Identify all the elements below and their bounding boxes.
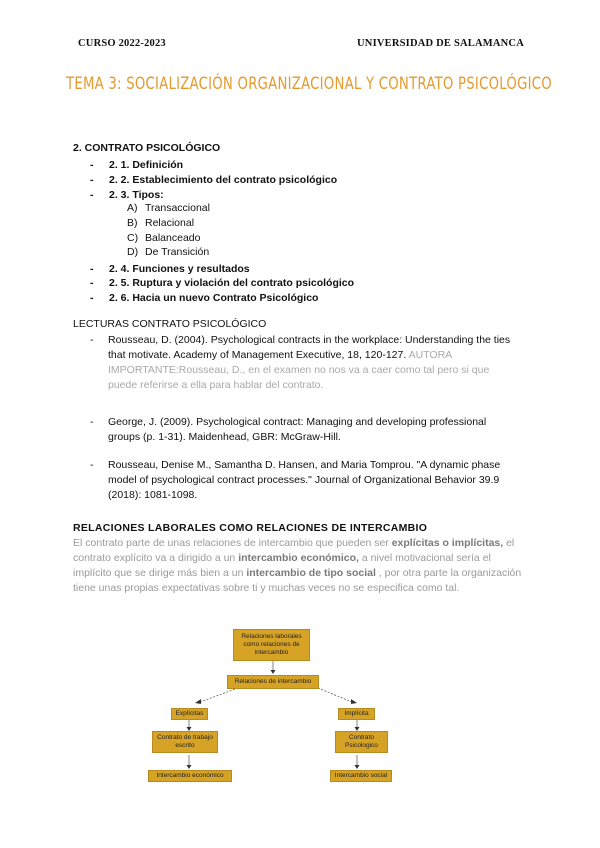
diagram-implicit-box: Implícita <box>338 708 375 720</box>
university-label: UNIVERSIDAD DE SALAMANCA <box>357 38 524 49</box>
reference-item: - George, J. (2009). Psychological contract: Managing and developing professional groups (p. 1-31). Maidenhead, GBR: McGraw-Hill. <box>90 416 487 443</box>
diagram-explicit-box: Explícitas <box>171 708 208 720</box>
toc-item: - 2. 6. Hacia un nuevo Contrato Psicológico <box>90 292 319 305</box>
readings-heading: LECTURAS CONTRATO PSICOLÓGICO <box>73 318 267 330</box>
diagram-middle-box: Relaciones de intercambio <box>227 675 319 689</box>
type-item: A) Transaccional <box>127 202 210 214</box>
type-item: B) Relacional <box>127 216 195 229</box>
section-heading-contract: 2. CONTRATO PSICOLÓGICO <box>73 142 221 154</box>
diagram-root-box: Relaciones laborales como relaciones de intercambio <box>233 629 310 661</box>
toc-item: - 2. 2. Establecimiento del contrato psicológico <box>90 173 338 186</box>
course-label: CURSO 2022-2023 <box>78 38 166 49</box>
toc-item: - 2. 1. Definición <box>90 159 184 171</box>
exchange-paragraph: El contrato parte de unas relaciones de intercambio que pueden ser explícitas o implícitas, el contrato explícito va a dirigido a un intercambio económico, a nivel motivacional sería el implícito que se dirige más bien a un intercambio de tipo social , por otra parte la organización tiene unas propias expectativas sobre ti y muchas veces no se especifica como tal. <box>73 537 522 594</box>
diagram-psych-contract-box: Contrato Psicologico <box>335 731 388 753</box>
types-list <box>127 201 210 260</box>
reference-item: - Rousseau, Denise M., Samantha D. Hansen, and Maria Tomprou. "A dynamic phase model of psychological contract processes." Journal of Organizational Behavior 39.9 (2018): 1081-1098. <box>90 459 501 501</box>
type-item: C) Balanceado <box>127 231 201 244</box>
reference-note: AUTORA IMPORTANTE:Rousseau, D., en el examen no nos va a caer como tal pero si que puede referirse a ella para hablar del contrato. <box>108 349 490 391</box>
type-item: D) De Transición <box>127 246 210 259</box>
diagram-social-exchange-box: Intercambio social <box>330 770 392 782</box>
diagram-written-contract-box: Contrato de trabajo escrito <box>152 731 218 753</box>
toc-item: - 2. 5. Ruptura y violación del contrato psicológico <box>90 277 355 290</box>
reference-item: - Rousseau, D. (2004). Psychological contracts in the workplace: Understanding the ties that motivate. Academy of Management Executive, 18, 120-127. AUTORA IMPORTANTE:Rousseau, D., en el examen no nos va a caer como tal pero si que puede referirse a ella para hablar del contrato. <box>90 334 511 391</box>
page-title: TEMA 3: SOCIALIZACIÓN ORGANIZACIONAL Y CONTRATO PSICOLÓGICO <box>66 74 552 94</box>
toc-item: - 2. 3. Tipos: <box>90 188 164 201</box>
readings-list <box>90 333 520 503</box>
toc-item: - 2. 4. Funciones y resultados <box>90 262 250 275</box>
exchange-heading: RELACIONES LABORALES COMO RELACIONES DE INTERCAMBIO <box>73 522 428 534</box>
diagram-economic-exchange-box: Intercambio económico <box>148 770 232 782</box>
